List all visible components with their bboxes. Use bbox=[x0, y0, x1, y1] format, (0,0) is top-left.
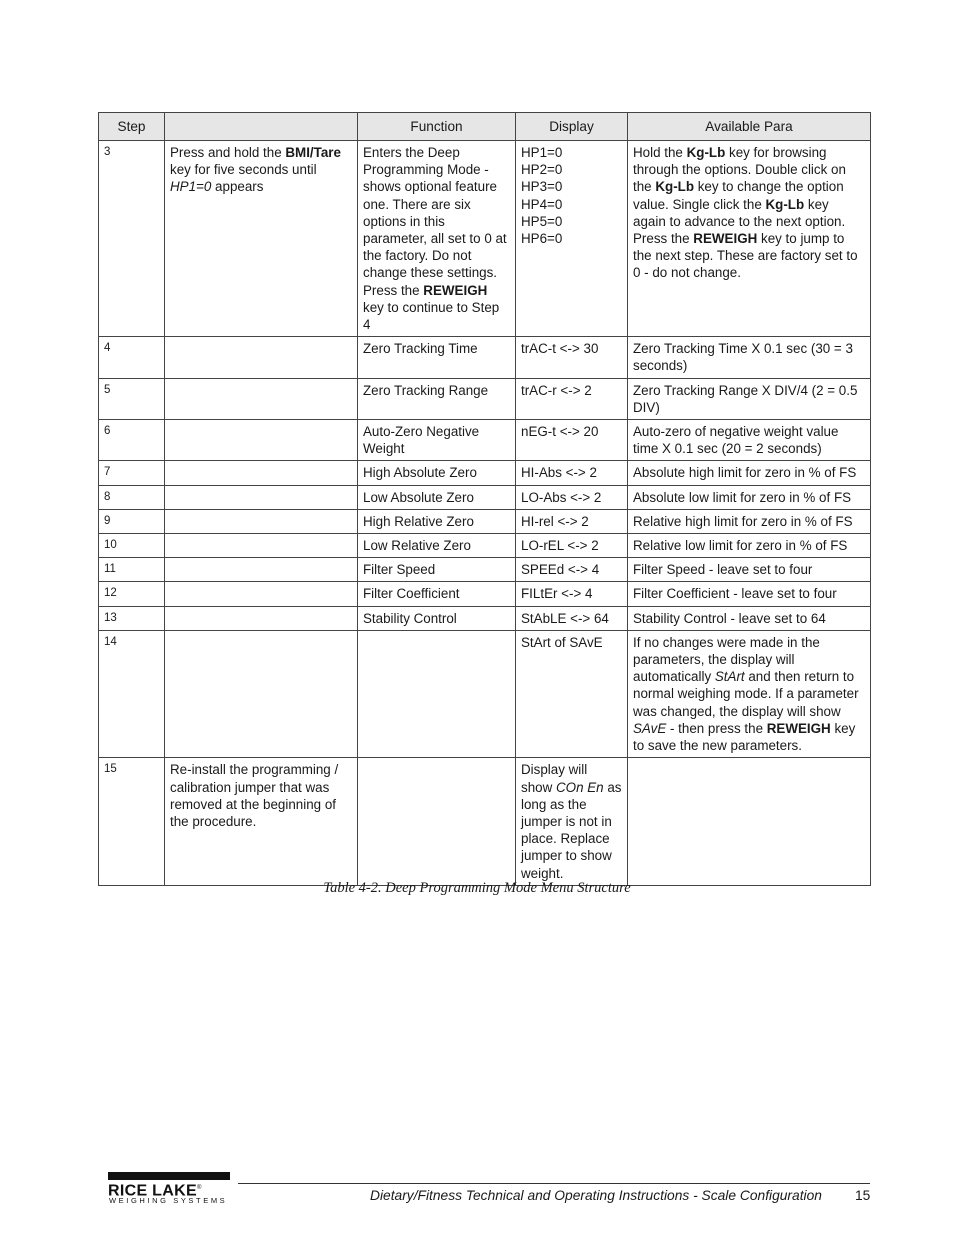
params-cell: Zero Tracking Range X DIV/4 (2 = 0.5 DIV) bbox=[628, 378, 871, 419]
step-cell: 7 bbox=[99, 461, 165, 485]
params-cell: Stability Control - leave set to 64 bbox=[628, 606, 871, 630]
function-cell: Filter Coefficient bbox=[358, 582, 516, 606]
action-cell bbox=[165, 420, 358, 461]
logo-subtitle: WEIGHING SYSTEMS bbox=[109, 1196, 228, 1205]
function-cell bbox=[358, 758, 516, 885]
display-cell: trAC-t <-> 30 bbox=[516, 337, 628, 378]
display-cell: SPEEd <-> 4 bbox=[516, 558, 628, 582]
table-row bbox=[99, 509, 871, 533]
function-cell: Zero Tracking Range bbox=[358, 378, 516, 419]
action-cell bbox=[165, 606, 358, 630]
action-cell: Press and hold the BMI/Tare key for five seconds until HP1=0 appears bbox=[165, 141, 358, 337]
function-cell: Stability Control bbox=[358, 606, 516, 630]
header-function: Function bbox=[358, 113, 516, 141]
table-row bbox=[99, 420, 871, 461]
params-cell: Hold the Kg-Lb key for browsing through the options. Double click on the Kg-Lb key to change the option value. Single click the Kg-Lb key again to advance to the next option. Press the REWEIGH key to jump to the next step. These are factory set to 0 - do not change. bbox=[628, 141, 871, 337]
function-cell: High Absolute Zero bbox=[358, 461, 516, 485]
table-row bbox=[99, 378, 871, 419]
table-caption: Table 4-2. Deep Programming Mode Menu Structure bbox=[323, 880, 631, 896]
step-cell: 10 bbox=[99, 534, 165, 558]
action-cell bbox=[165, 630, 358, 757]
params-cell: Auto-zero of negative weight value time X 0.1 sec (20 = 2 seconds) bbox=[628, 420, 871, 461]
params-cell: Filter Coefficient - leave set to four bbox=[628, 582, 871, 606]
key-name: Kg-Lb bbox=[655, 179, 695, 195]
action-cell bbox=[165, 534, 358, 558]
step-cell: 9 bbox=[99, 509, 165, 533]
display-code: COn En bbox=[555, 779, 604, 795]
function-cell: Enters the Deep Programming Mode - shows optional feature one. There are six options in this parameter, all set to 0 at the factory. Do not change these settings. Press the REWEIGH key to continue to Step 4 bbox=[358, 141, 516, 337]
footer-title: Dietary/Fitness Technical and Operating Instructions - Scale Configuration bbox=[370, 1188, 822, 1203]
display-code: StArt bbox=[714, 669, 745, 685]
key-name: Kg-Lb bbox=[765, 196, 805, 212]
step-cell: 12 bbox=[99, 582, 165, 606]
table-row bbox=[99, 461, 871, 485]
logo-name: RICE LAKE® bbox=[108, 1182, 202, 1200]
key-name: REWEIGH bbox=[693, 231, 758, 247]
params-cell: Zero Tracking Time X 0.1 sec (30 = 3 seconds) bbox=[628, 337, 871, 378]
step-cell: 6 bbox=[99, 420, 165, 461]
table-row bbox=[99, 558, 871, 582]
display-cell: HI-Abs <-> 2 bbox=[516, 461, 628, 485]
display-cell: trAC-r <-> 2 bbox=[516, 378, 628, 419]
key-name: BMI/Tare bbox=[285, 145, 341, 160]
table-row bbox=[99, 534, 871, 558]
step-cell: 13 bbox=[99, 606, 165, 630]
key-name: Kg-Lb bbox=[686, 145, 726, 160]
page-number: 15 bbox=[855, 1188, 871, 1203]
step-cell: 14 bbox=[99, 630, 165, 757]
action-cell bbox=[165, 337, 358, 378]
action-cell bbox=[165, 461, 358, 485]
params-cell: Relative low limit for zero in % of FS bbox=[628, 534, 871, 558]
footer-divider bbox=[238, 1183, 870, 1184]
display-cell: FILtEr <-> 4 bbox=[516, 582, 628, 606]
table-row bbox=[99, 485, 871, 509]
step-cell: 11 bbox=[99, 558, 165, 582]
action-cell bbox=[165, 509, 358, 533]
display-cell: LO-rEL <-> 2 bbox=[516, 534, 628, 558]
display-cell: nEG-t <-> 20 bbox=[516, 420, 628, 461]
table-row bbox=[99, 630, 871, 757]
display-code: HP1=0 bbox=[170, 179, 212, 195]
action-cell bbox=[165, 558, 358, 582]
display-cell: StAbLE <-> 64 bbox=[516, 606, 628, 630]
params-cell bbox=[628, 758, 871, 885]
display-cell: HP1=0 HP2=0 HP3=0 HP4=0 HP5=0 HP6=0 bbox=[516, 141, 628, 337]
step-cell: 4 bbox=[99, 337, 165, 378]
step-cell: 8 bbox=[99, 485, 165, 509]
function-cell: Low Relative Zero bbox=[358, 534, 516, 558]
params-cell: Filter Speed - leave set to four bbox=[628, 558, 871, 582]
header-action bbox=[165, 113, 358, 141]
display-code: SAvE bbox=[633, 720, 667, 736]
table-header-row bbox=[99, 113, 871, 141]
key-name: REWEIGH bbox=[766, 720, 831, 736]
function-cell: Zero Tracking Time bbox=[358, 337, 516, 378]
action-cell bbox=[165, 485, 358, 509]
header-display: Display bbox=[516, 113, 628, 141]
rice-lake-logo bbox=[108, 1172, 233, 1208]
table-row bbox=[99, 582, 871, 606]
action-cell: Re-install the programming / calibration jumper that was removed at the beginning of the procedure. bbox=[165, 758, 358, 885]
function-cell: Low Absolute Zero bbox=[358, 485, 516, 509]
logo-bar bbox=[108, 1172, 230, 1180]
key-name: REWEIGH bbox=[423, 282, 488, 298]
deep-programming-table bbox=[98, 112, 871, 886]
step-cell: 5 bbox=[99, 378, 165, 419]
params-cell: If no changes were made in the parameters, the display will automatically StArt and then return to normal weighing mode. If a parameter was changed, the display will show SAvE - then press the REWEIGH key to save the new parameters. bbox=[628, 630, 871, 757]
params-cell: Relative high limit for zero in % of FS bbox=[628, 509, 871, 533]
function-cell: Filter Speed bbox=[358, 558, 516, 582]
display-cell: StArt of SAvE bbox=[516, 630, 628, 757]
params-cell: Absolute low limit for zero in % of FS bbox=[628, 485, 871, 509]
header-available-para: Available Para bbox=[628, 113, 871, 141]
action-cell bbox=[165, 582, 358, 606]
step-cell: 15 bbox=[99, 758, 165, 885]
header-step: Step bbox=[99, 113, 165, 141]
function-cell: Auto-Zero Negative Weight bbox=[358, 420, 516, 461]
params-cell: Absolute high limit for zero in % of FS bbox=[628, 461, 871, 485]
step-cell: 3 bbox=[99, 141, 165, 337]
display-cell: LO-Abs <-> 2 bbox=[516, 485, 628, 509]
table-row bbox=[99, 337, 871, 378]
function-cell bbox=[358, 630, 516, 757]
table-row bbox=[99, 606, 871, 630]
table-row bbox=[99, 141, 871, 337]
table-row bbox=[99, 758, 871, 885]
action-cell bbox=[165, 378, 358, 419]
display-cell: Display will show COn En as long as the jumper is not in place. Replace jumper to show weight. bbox=[516, 758, 628, 885]
display-cell: HI-rel <-> 2 bbox=[516, 509, 628, 533]
function-cell: High Relative Zero bbox=[358, 509, 516, 533]
